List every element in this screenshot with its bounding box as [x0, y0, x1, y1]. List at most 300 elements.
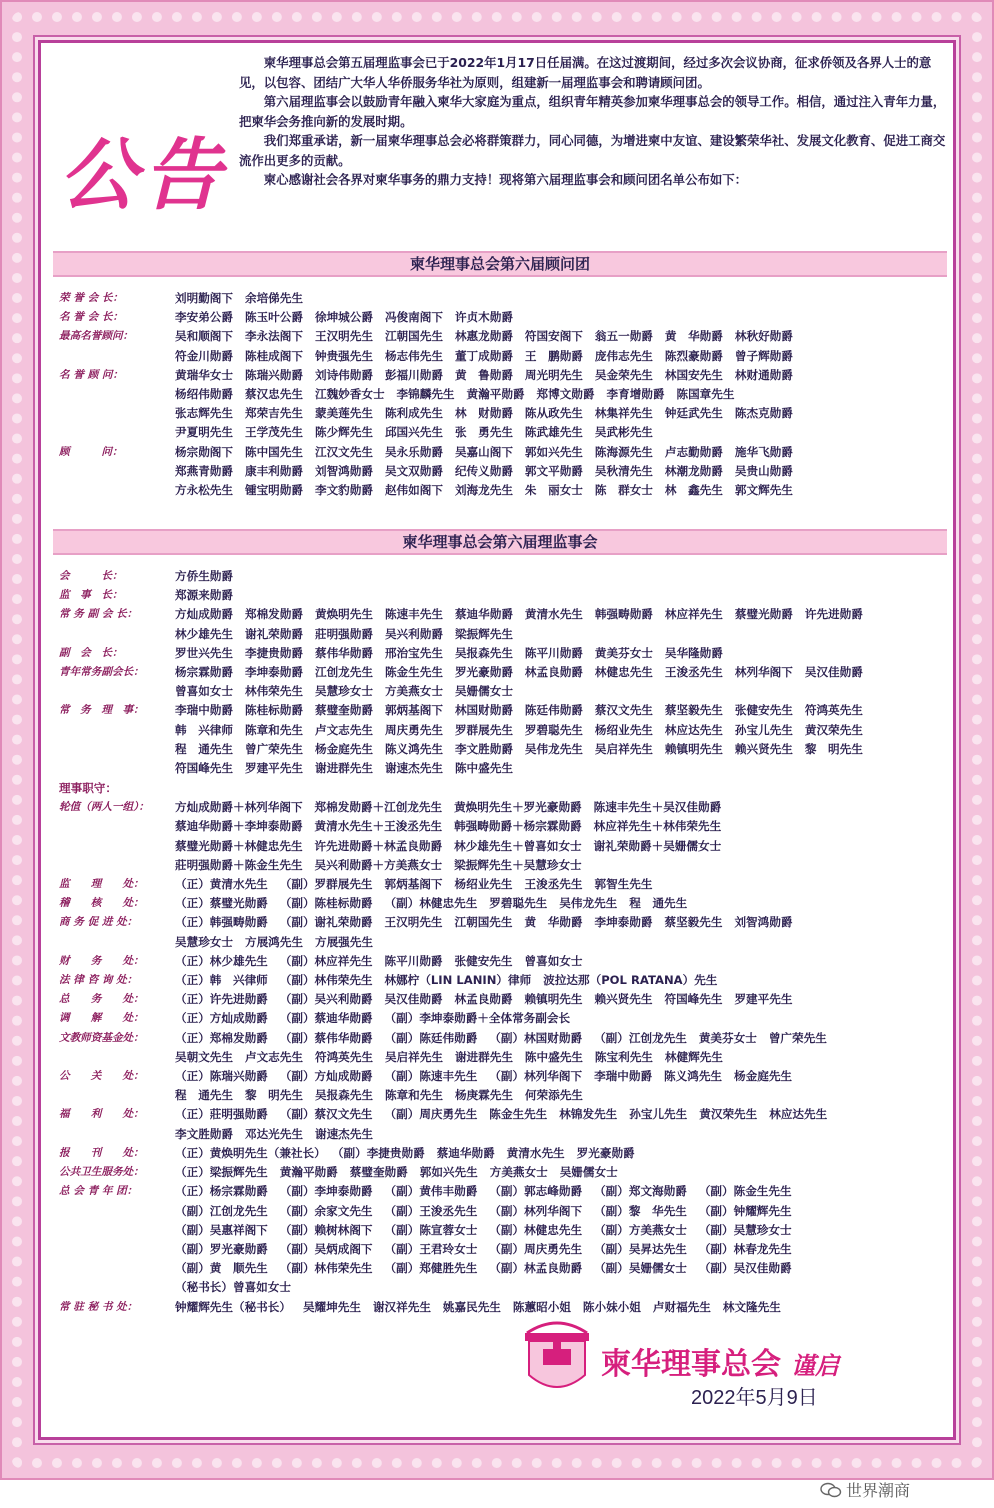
member-name: 孙宝儿先生: [734, 722, 793, 737]
header: [53, 53, 947, 253]
role-label: 轮值（两人一组）：: [59, 801, 150, 814]
member-name: 董丁成勋爵: [454, 348, 513, 363]
member-name: 刘明勤阁下: [175, 291, 233, 305]
member-name: 王浚丞先生: [664, 665, 723, 680]
member-name: 许先进勋爵: [804, 607, 863, 622]
member-name: 陈 群女士: [594, 483, 653, 498]
member-name: 程 通先生: [629, 896, 688, 911]
name-list-continued: [59, 837, 941, 856]
role-label: 总 务 处：: [59, 993, 144, 1006]
member-name: 罗光豪勋爵: [454, 665, 513, 680]
name-list: [175, 1144, 941, 1163]
roster-row: [59, 913, 941, 932]
member-name: 陈桂成阁下: [244, 348, 303, 363]
member-name: 徐坤城公爵: [314, 310, 373, 325]
name-list: [175, 875, 941, 894]
member-name: （正）许先进勋爵: [175, 992, 268, 1007]
member-name: 杨宗霖勋爵: [175, 665, 233, 680]
member-name: 杨绍业先生: [594, 722, 653, 737]
member-name: 江创龙先生: [314, 665, 373, 680]
member-name: 吴汉佳勋爵: [804, 665, 863, 680]
member-name: 吴兴利勋爵: [384, 626, 443, 641]
member-name: （正）韩 兴律师: [175, 973, 268, 988]
roster-row: [59, 1163, 941, 1182]
roster-row: [59, 894, 941, 913]
member-name: 陈中盛先生: [454, 761, 513, 776]
member-name: 锺宝明勋爵: [244, 483, 303, 498]
member-name: 翁五一勋爵: [594, 329, 653, 344]
member-name: 谢礼荣勋爵: [244, 626, 303, 641]
member-name: （副）林应祥先生: [279, 953, 373, 968]
member-name: 许先进勋爵＋林孟良勋爵: [314, 838, 443, 853]
member-name: 曾喜如女士: [524, 953, 583, 968]
member-name: 陈平川勋爵: [384, 953, 443, 968]
member-name: 陈利成先生: [384, 406, 443, 421]
advisory-heading: 柬华理事总会第六届顾问团: [53, 251, 947, 277]
member-name: 陈宝利先生: [594, 1049, 653, 1064]
roster-row: [59, 1009, 941, 1028]
member-name: （副）黎 华先生: [594, 1203, 687, 1218]
member-name: 黄瀚平勋爵: [466, 387, 525, 402]
member-name: 方永松先生: [175, 483, 233, 498]
name-list: [175, 990, 941, 1009]
member-name: 林国财勋爵: [454, 703, 513, 718]
watermark: [820, 1478, 910, 1501]
member-name: 黄美芬女士: [594, 645, 653, 660]
name-list-continued: [59, 1259, 941, 1278]
member-name: （正）莊明强勋爵: [175, 1107, 268, 1122]
member-name: 吴启祥先生: [594, 741, 653, 756]
member-name: （副）李坤泰勋爵: [279, 1184, 373, 1199]
member-name: 方展强先生: [314, 934, 373, 949]
member-name: 吴耀坤先生: [302, 1299, 361, 1314]
member-name: （正）杨宗霖勋爵: [175, 1184, 268, 1199]
roster-row: [59, 308, 941, 327]
member-name: （副）郑文海勋爵: [594, 1184, 687, 1199]
name-list-continued: [59, 1125, 941, 1144]
member-name: （正）梁振辉先生: [175, 1165, 268, 1180]
member-name: 李瑞中勋爵: [594, 1069, 653, 1084]
role-label: 荣 誉 会 长：: [59, 292, 124, 304]
member-name: 吴汉佳勋爵: [384, 992, 443, 1007]
name-list: [175, 327, 941, 346]
member-name: （副）方美燕女士: [594, 1222, 687, 1237]
organization-seal-icon: [519, 1311, 595, 1401]
signature-organization: [601, 1339, 839, 1383]
intro-paragraph: 柬华理事总会第五届理监事会已于2022年1月17日任届满。在这过渡期间，经过多次会议协商，征求侨领及各界人士的意见，以包容、团结广大华人华侨服务华社为原则，组建新一届理监事会和聘请顾问团。: [239, 55, 932, 90]
member-name: 余培俤先生: [244, 291, 303, 305]
member-name: 冯俊南阁下: [384, 310, 443, 325]
member-name: 林应祥先生＋林伟荣先生: [593, 819, 722, 834]
name-list-continued: [59, 625, 941, 644]
member-name: 蔡坚毅先生: [664, 915, 723, 930]
member-name: （副）林伟荣先生: [279, 1261, 373, 1276]
member-name: 林列华阁下: [734, 665, 793, 680]
member-name: 林健辉先生: [664, 1049, 723, 1064]
name-list: [175, 701, 941, 720]
member-name: 曾广荣先生: [244, 741, 303, 756]
name-list: [175, 1067, 941, 1086]
member-name: 陈武雄先生: [524, 425, 583, 440]
member-name: 罗建平先生: [734, 992, 793, 1007]
member-name: 林 财勋爵: [454, 406, 513, 421]
member-name: 吴华隆勋爵: [664, 645, 723, 660]
member-name: 吴秋清先生: [594, 463, 653, 478]
member-name: （副）陈廷伟勋爵: [384, 1030, 478, 1045]
member-name: （副）江创龙先生: [594, 1030, 687, 1045]
member-name: 陈小妹小姐: [582, 1299, 641, 1314]
name-list-continued: [59, 721, 941, 740]
role-label: 调 解 处：: [59, 1012, 144, 1025]
name-list: [175, 366, 941, 385]
member-name: 杨绍业先生: [454, 877, 513, 892]
member-name: 江朝国先生: [384, 329, 443, 344]
member-name: （副）黄 顺先生: [175, 1261, 268, 1276]
member-name: 符鸿英先生: [314, 1049, 373, 1064]
member-name: 陈海源先生: [594, 444, 653, 459]
member-name: （秘书长）曾喜如女士: [175, 1280, 291, 1295]
member-name: 符国安阁下: [524, 329, 583, 344]
role-label: 稽 核 处：: [59, 897, 144, 910]
member-name: 卢文志先生: [244, 1049, 303, 1064]
advisory-list: [59, 289, 941, 500]
member-name: 郑博文勋爵: [536, 387, 595, 402]
member-name: 林应祥先生: [664, 607, 723, 622]
member-name: 周庆勇先生: [384, 722, 443, 737]
member-name: （副）郑健胜先生: [384, 1261, 478, 1276]
member-name: （副）李坤泰勋爵＋全体常务副会长: [384, 1011, 571, 1026]
member-name: 郭炳基阁下: [384, 703, 443, 718]
member-name: 林健忠先生: [594, 665, 653, 680]
member-name: 王汉明先生: [384, 915, 443, 930]
member-name: 蔡汉文先生: [594, 703, 653, 718]
member-name: 林应达先生: [769, 1107, 828, 1122]
member-name: 李文胜勋爵: [454, 741, 513, 756]
member-name: （副）黄伟丰勋爵: [384, 1184, 478, 1199]
name-list: [175, 1029, 941, 1048]
member-name: 蔡璧光勋爵＋林健忠先生: [175, 838, 303, 853]
member-name: 黄汉荣先生: [699, 1107, 758, 1122]
member-name: 陈义鸿先生: [664, 1069, 723, 1084]
member-name: 张健安先生: [454, 953, 513, 968]
member-name: 陈廷伟勋爵: [524, 703, 583, 718]
member-name: 罗碧聪先生: [524, 722, 583, 737]
member-name: 吴永乐勋爵: [384, 444, 443, 459]
member-name: 谢进群先生: [454, 1049, 513, 1064]
member-name: 吴慧珍女士: [175, 934, 233, 949]
member-name: 蔡迪华勋爵: [454, 607, 513, 622]
role-label: 顾 问：: [59, 445, 123, 458]
role-label: 副 会 长：: [59, 646, 123, 659]
role-label: 公 关 处：: [59, 1070, 144, 1083]
member-name: 赖兴贤先生: [734, 741, 793, 756]
member-name: 吴文双勋爵: [384, 463, 443, 478]
member-name: 陈金生先生: [384, 665, 443, 680]
member-name: 赖镇明先生: [664, 741, 723, 756]
roster-row: [59, 644, 941, 663]
role-label: 最高名誉顾问：: [59, 330, 134, 343]
member-name: 陈烈豪勋爵: [664, 348, 723, 363]
member-name: 吴兴利勋爵＋方美燕女士: [314, 857, 443, 872]
name-list-continued: [59, 347, 941, 366]
member-name: 符鸿英先生: [804, 703, 863, 718]
member-name: 杨金庭先生: [314, 741, 373, 756]
member-name: 郑荣吉先生: [244, 406, 303, 421]
member-name: 黄清水先生: [524, 607, 583, 622]
member-name: 钟耀辉先生（秘书长）: [175, 1299, 291, 1314]
role-label: 监 事 长：: [59, 589, 123, 602]
name-list-continued: [59, 817, 941, 836]
member-name: 黄焕明先生: [314, 607, 373, 622]
member-name: 莊明强勋爵＋陈金生先生: [175, 857, 303, 872]
role-label: 常 务 理 事：: [59, 704, 144, 717]
name-list: [175, 894, 941, 913]
member-name: 卢财福先生: [652, 1299, 711, 1314]
member-name: 张 勇先生: [454, 425, 513, 440]
member-name: 郭文平勋爵: [524, 463, 583, 478]
member-name: （副）吴炳成阁下: [279, 1241, 373, 1256]
member-name: 王学茂先生: [244, 425, 303, 440]
member-name: 钟廷武先生: [664, 406, 723, 421]
member-name: 刘智鸿勋爵: [734, 915, 793, 930]
member-name: 林娜柠（LIN LANIN）律师: [384, 973, 532, 988]
member-name: 林孟良勋爵: [524, 665, 583, 680]
member-name: 郑棉发勋爵: [244, 607, 303, 622]
name-list-continued: [59, 423, 941, 442]
member-name: 陈从政先生: [524, 406, 583, 421]
member-name: 郭智生先生: [594, 877, 653, 892]
member-name: 程 通先生: [175, 741, 233, 756]
member-name: 林 鑫先生: [664, 483, 723, 498]
member-name: 蔡坚毅先生: [664, 703, 723, 718]
name-list-continued: [59, 1086, 941, 1105]
intro-text: [239, 53, 951, 190]
name-list-continued: [59, 1048, 941, 1067]
roster-row: [59, 1144, 941, 1163]
member-name: 李锦麟先生: [396, 387, 455, 402]
member-name: 许贞木勋爵: [454, 310, 513, 325]
member-name: 李捷贵勋爵: [244, 645, 303, 660]
member-name: 陈瑞兴勋爵: [244, 367, 303, 382]
roster-row: [59, 1182, 941, 1201]
member-name: （正）黄清水先生: [175, 877, 268, 892]
member-name: 林潮龙勋爵: [664, 463, 723, 478]
roster-row: [59, 952, 941, 971]
member-name: 刘智鸿勋爵: [314, 463, 373, 478]
member-name: 蒙美莲先生: [314, 406, 373, 421]
member-name: 钟贵强先生: [314, 348, 373, 363]
name-list-continued: [59, 933, 941, 952]
member-name: 蔡迪华勋爵: [436, 1145, 495, 1160]
member-name: （副）周庆勇先生: [489, 1241, 583, 1256]
member-name: 方美燕女士: [489, 1165, 548, 1180]
member-name: 杨金庭先生: [734, 1069, 793, 1084]
member-name: 罗建平先生: [244, 761, 303, 776]
member-name: 陈章和先生: [384, 1088, 443, 1103]
member-name: （副）陈金生先生: [698, 1184, 792, 1199]
member-name: 王浚丞先生: [524, 877, 583, 892]
member-name: 黄 华勋爵: [524, 915, 583, 930]
name-list-continued: [59, 1240, 941, 1259]
name-list-continued: [59, 1221, 941, 1240]
member-name: 陈桂标勋爵: [244, 703, 303, 718]
member-name: 梁振辉先生: [454, 626, 513, 641]
name-list-continued: [59, 1202, 941, 1221]
member-name: 李永法阁下: [244, 329, 303, 344]
member-name: 黎 明先生: [804, 741, 863, 756]
member-name: 刘诗伟勋爵: [314, 367, 373, 382]
member-name: 张志辉先生: [175, 406, 233, 421]
member-name: （副）蔡伟华勋爵: [279, 1030, 373, 1045]
member-name: 陈蕙昭小姐: [512, 1299, 571, 1314]
member-name: 蔡璧奎勋爵: [314, 703, 373, 718]
member-name: 曾子辉勋爵: [734, 348, 793, 363]
member-name: 陈速丰先生: [384, 607, 443, 622]
member-name: 江汉文先生: [314, 444, 373, 459]
member-name: 韩强畴勋爵: [594, 607, 653, 622]
member-name: 罗碧聪先生: [489, 896, 548, 911]
name-list: [175, 663, 941, 682]
name-list: [175, 798, 941, 817]
member-name: （副）王浚丞先生: [384, 1203, 478, 1218]
member-name: 杨志伟先生: [384, 348, 443, 363]
member-name: 蔡迪华勋爵＋李坤泰勋爵: [175, 819, 303, 834]
member-name: 林集祥先生: [594, 406, 653, 421]
role-label: 常 务 副 会 长：: [59, 608, 138, 621]
member-name: 郑燕青勋爵: [175, 463, 233, 478]
member-name: （副）林列华阁下: [489, 1069, 583, 1084]
member-name: 吴武彬先生: [594, 425, 653, 440]
member-name: （副）蔡汉文先生: [279, 1107, 373, 1122]
respectfully-announced: 谨启: [791, 1351, 839, 1380]
roster-row: [59, 1105, 941, 1124]
member-name: （副）江创龙先生: [175, 1203, 268, 1218]
member-name: 何荣添先生: [524, 1088, 583, 1103]
member-name: 方展鸿先生: [244, 934, 303, 949]
member-name: 陈金生先生: [489, 1107, 548, 1122]
member-name: 韩强畴勋爵＋杨宗霖勋爵: [454, 819, 582, 834]
roster-row: [59, 798, 941, 817]
member-name: 方灿成勋爵＋林列华阁下: [175, 800, 303, 815]
roster-row: [59, 327, 941, 346]
member-name: 黄清水先生＋王浚丞先生: [314, 819, 443, 834]
member-name: （副）王君玲女士: [384, 1241, 478, 1256]
name-list-continued: [59, 740, 941, 759]
roster-row: [59, 990, 941, 1009]
member-name: 林财通勋爵: [734, 367, 793, 382]
member-name: 郭炳基阁下: [384, 877, 443, 892]
member-name: （副）罗光豪勋爵: [175, 1241, 268, 1256]
member-name: 吴金荣先生: [594, 367, 653, 382]
role-label: 法 律 咨 询 处：: [59, 974, 138, 987]
member-name: 谢汉祥先生: [372, 1299, 431, 1314]
member-name: 李文豹勋爵: [314, 483, 373, 498]
member-name: 黎 明先生: [244, 1088, 303, 1103]
name-list: [175, 913, 941, 932]
member-name: 韩 兴律师: [175, 722, 233, 737]
member-name: （副）林孟良勋爵: [489, 1261, 583, 1276]
member-name: 郭文辉先生: [734, 483, 793, 498]
member-name: 蔡璧光勋爵: [734, 607, 793, 622]
roster-row: [59, 701, 941, 720]
member-name: 程 通先生: [175, 1088, 233, 1103]
member-name: 曾广荣先生: [768, 1030, 827, 1045]
role-label: 文教师资基金处：: [59, 1031, 144, 1044]
member-name: 康丰利勋爵: [244, 463, 303, 478]
name-list: [175, 952, 941, 971]
roster-row: [59, 605, 941, 624]
name-list-continued: [59, 481, 941, 500]
member-name: （副）林伟荣先生: [279, 973, 373, 988]
name-list: [175, 567, 941, 586]
wechat-icon: [820, 1482, 842, 1498]
member-name: （副）余家文先生: [279, 1203, 373, 1218]
member-name: 王 鹏勋爵: [524, 348, 583, 363]
member-name: 周光明先生: [524, 367, 583, 382]
member-name: 陈平川勋爵: [524, 645, 583, 660]
roster-row: [59, 567, 941, 586]
role-label: 会 长：: [59, 570, 123, 582]
member-name: 李文胜勋爵: [175, 1126, 233, 1141]
member-name: 林惠龙勋爵: [454, 329, 513, 344]
member-name: 张健安先生: [734, 703, 793, 718]
roster-row: [59, 443, 941, 462]
member-name: 陈中盛先生: [524, 1049, 583, 1064]
member-name: 谢速杰先生: [314, 1126, 373, 1141]
name-list-continued: [59, 856, 941, 875]
member-name: （副）李捷贵勋爵: [337, 1145, 425, 1160]
member-name: 刘海龙先生: [454, 483, 513, 498]
member-name: 吴伟龙先生: [524, 741, 583, 756]
member-name: 符国峰先生: [175, 761, 233, 776]
member-name: 彭福川勋爵: [384, 367, 443, 382]
member-name: 罗光豪勋爵: [576, 1145, 635, 1160]
member-name: 陈少辉先生: [314, 425, 373, 440]
member-name: （正）方灿成勋爵: [175, 1011, 268, 1026]
member-name: 林国安先生: [664, 367, 723, 382]
name-list: [175, 605, 941, 624]
notice-sheet: [38, 40, 956, 1440]
name-list-continued: [59, 759, 941, 778]
member-name: 郑棉发勋爵＋江创龙先生: [314, 800, 443, 815]
member-name: 蔡伟华勋爵: [314, 645, 373, 660]
announcement-date: 2022年5月9日: [691, 1387, 818, 1409]
intro-paragraph: 第六届理监事会以鼓励青年融入柬华大家庭为重点，组织青年精英参加柬华理事总会的领导工作。相信，通过注入青年力量，把柬华会务推向新的发展时期。: [239, 94, 946, 129]
member-name: 赵伟如阁下: [384, 483, 443, 498]
member-name: 庞伟志先生: [594, 348, 653, 363]
name-list: [175, 289, 941, 308]
member-name: 姚嘉民先生: [442, 1299, 501, 1314]
member-name: 谢进群先生: [314, 761, 373, 776]
member-name: 陈章和先生: [244, 722, 303, 737]
member-name: 黄美芬女士: [698, 1030, 757, 1045]
role-label: 公共卫生服务处：: [59, 1166, 144, 1179]
roster-row: [59, 971, 941, 990]
member-name: （副）林国财勋爵: [489, 1030, 583, 1045]
name-list: [175, 971, 941, 990]
roster-row: [59, 1067, 941, 1086]
member-name: 陈杰克勋爵: [734, 406, 793, 421]
roster-row: [59, 366, 941, 385]
member-name: 林孟良勋爵: [454, 992, 513, 1007]
role-label: 常 驻 秘 书 处：: [59, 1300, 138, 1313]
member-name: 黄 华勋爵: [664, 329, 723, 344]
member-name: （副）蔡迪华勋爵: [279, 1011, 373, 1026]
member-name: （副）赖树林阁下: [279, 1222, 373, 1237]
member-name: 邢治宝先生: [384, 645, 443, 660]
name-list: [175, 308, 941, 327]
member-name: 林应达先生: [664, 722, 723, 737]
